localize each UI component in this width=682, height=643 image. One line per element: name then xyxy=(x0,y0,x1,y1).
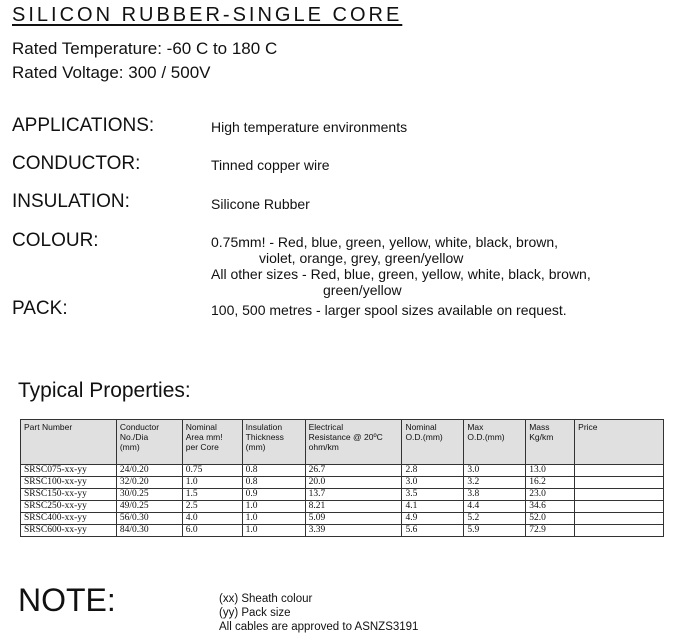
colour-line: All other sizes - Red, blue, green, yellow, white, black, brown, xyxy=(211,266,591,282)
table-cell: 2.5 xyxy=(182,501,242,513)
colour-label: COLOUR: xyxy=(12,230,99,251)
table-cell: 4.1 xyxy=(402,501,464,513)
table-cell: 0.8 xyxy=(242,465,305,477)
table-cell: 1.0 xyxy=(242,525,305,537)
table-cell: 32/0.20 xyxy=(116,477,182,489)
table-header-row xyxy=(21,420,664,465)
table-cell: 5.2 xyxy=(464,513,526,525)
table-cell: 13.0 xyxy=(526,465,575,477)
column-header: Insulation Thickness (mm) xyxy=(242,420,305,465)
table-cell: 5.6 xyxy=(402,525,464,537)
column-header: Nominal Area mm! per Core xyxy=(182,420,242,465)
table-cell: 34.6 xyxy=(526,501,575,513)
note-lines xyxy=(219,592,418,634)
table-cell: 23.0 xyxy=(526,489,575,501)
table-cell: 8.21 xyxy=(305,501,402,513)
table-cell: 0.9 xyxy=(242,489,305,501)
applications-value: High temperature environments xyxy=(211,119,408,135)
table-cell: 3.2 xyxy=(464,477,526,489)
table-cell xyxy=(575,501,664,513)
table-cell: 2.8 xyxy=(402,465,464,477)
table-cell: 3.39 xyxy=(305,525,402,537)
table-row xyxy=(21,513,664,525)
properties-table xyxy=(20,419,664,537)
table-cell: 4.0 xyxy=(182,513,242,525)
conductor-value: Tinned copper wire xyxy=(211,157,330,173)
table-cell: 0.75 xyxy=(182,465,242,477)
table-cell: 13.7 xyxy=(305,489,402,501)
note-title: NOTE: xyxy=(18,582,116,618)
rated-voltage: Rated Voltage: 300 / 500V xyxy=(12,63,211,82)
table-cell: 1.0 xyxy=(182,477,242,489)
table-row xyxy=(21,489,664,501)
table-cell: SRSC100-xx-yy xyxy=(21,477,117,489)
table-cell: SRSC400-xx-yy xyxy=(21,513,117,525)
colour-value xyxy=(211,234,631,298)
table-cell: 3.0 xyxy=(464,465,526,477)
colour-line: green/yellow xyxy=(323,282,402,298)
table-cell xyxy=(575,477,664,489)
table-cell: 5.9 xyxy=(464,525,526,537)
column-header: Max O.D.(mm) xyxy=(464,420,526,465)
table-cell: 30/0.25 xyxy=(116,489,182,501)
table-cell xyxy=(575,489,664,501)
table-cell: 1.0 xyxy=(242,513,305,525)
page-title: SILICON RUBBER-SINGLE CORE xyxy=(12,4,403,26)
insulation-label: INSULATION: xyxy=(12,191,130,212)
table-cell xyxy=(575,525,664,537)
table-row xyxy=(21,477,664,489)
table-cell: 4.9 xyxy=(402,513,464,525)
table-cell: 3.5 xyxy=(402,489,464,501)
table-cell: 49/0.25 xyxy=(116,501,182,513)
table-cell: 72.9 xyxy=(526,525,575,537)
insulation-value: Silicone Rubber xyxy=(211,196,310,212)
conductor-label: CONDUCTOR: xyxy=(12,153,141,174)
table-cell xyxy=(575,513,664,525)
table-cell: SRSC075-xx-yy xyxy=(21,465,117,477)
table-cell: SRSC600-xx-yy xyxy=(21,525,117,537)
table-cell: 5.09 xyxy=(305,513,402,525)
table-cell: 26.7 xyxy=(305,465,402,477)
table-cell: SRSC250-xx-yy xyxy=(21,501,117,513)
typical-properties-title: Typical Properties: xyxy=(18,379,191,402)
table-cell: 56/0.30 xyxy=(116,513,182,525)
pack-label: PACK: xyxy=(12,298,68,319)
table-cell: 3.8 xyxy=(464,489,526,501)
table-cell: 84/0.30 xyxy=(116,525,182,537)
applications-label: APPLICATIONS: xyxy=(12,115,155,136)
column-header: Part Number xyxy=(21,420,117,465)
table-cell: 24/0.20 xyxy=(116,465,182,477)
table-cell xyxy=(575,465,664,477)
table-cell: 52.0 xyxy=(526,513,575,525)
note-line: (yy) Pack size xyxy=(219,607,291,619)
note-line: All cables are approved to ASNZS3191 xyxy=(219,621,419,633)
pack-value: 100, 500 metres - larger spool sizes available on request. xyxy=(211,302,567,318)
table-cell: 3.0 xyxy=(402,477,464,489)
table-cell: 6.0 xyxy=(182,525,242,537)
table-row xyxy=(21,501,664,513)
note-line: (xx) Sheath colour xyxy=(219,593,313,605)
column-header: Electrical Resistance @ 20ºC ohm/km xyxy=(305,420,402,465)
table-cell: 1.0 xyxy=(242,501,305,513)
table-row xyxy=(21,465,664,477)
rated-temperature: Rated Temperature: -60 C to 180 C xyxy=(12,39,278,58)
table-cell: 4.4 xyxy=(464,501,526,513)
column-header: Conductor No./Dia (mm) xyxy=(116,420,182,465)
table-cell: 1.5 xyxy=(182,489,242,501)
table-cell: SRSC150-xx-yy xyxy=(21,489,117,501)
column-header: Nominal O.D.(mm) xyxy=(402,420,464,465)
colour-line: violet, orange, grey, green/yellow xyxy=(259,250,464,266)
table-row xyxy=(21,525,664,537)
table-cell: 16.2 xyxy=(526,477,575,489)
column-header: Price xyxy=(575,420,664,465)
column-header: Mass Kg/km xyxy=(526,420,575,465)
table-cell: 0.8 xyxy=(242,477,305,489)
colour-line: 0.75mm! - Red, blue, green, yellow, white, black, brown, xyxy=(211,234,559,250)
table-cell: 20.0 xyxy=(305,477,402,489)
